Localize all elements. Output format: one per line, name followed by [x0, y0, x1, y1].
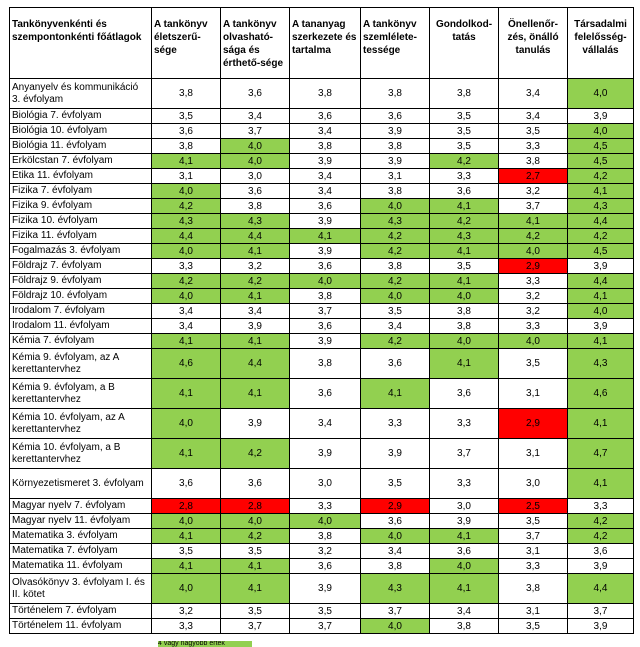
value-cell: 2,5	[499, 499, 568, 514]
value-cell: 3,8	[361, 139, 430, 154]
row-label: Kémia 10. évfolyam, az A kerettantervhez	[10, 409, 152, 439]
value-cell: 3,9	[290, 334, 361, 349]
value-cell: 4,0	[568, 304, 634, 319]
row-label: Fizika 7. évfolyam	[10, 184, 152, 199]
value-cell: 3,6	[290, 319, 361, 334]
table-row	[10, 604, 634, 619]
value-cell: 4,6	[568, 379, 634, 409]
value-cell: 4,4	[152, 229, 221, 244]
value-cell: 3,0	[430, 499, 499, 514]
value-cell: 4,3	[221, 214, 290, 229]
value-cell: 4,1	[568, 469, 634, 499]
value-cell: 3,6	[361, 349, 430, 379]
value-cell: 4,2	[152, 199, 221, 214]
value-cell: 3,1	[152, 169, 221, 184]
value-cell: 4,0	[430, 559, 499, 574]
value-cell: 4,2	[568, 529, 634, 544]
value-cell: 3,9	[361, 154, 430, 169]
value-cell: 3,5	[361, 304, 430, 319]
value-cell: 3,7	[568, 604, 634, 619]
row-label: Biológia 11. évfolyam	[10, 139, 152, 154]
value-cell: 4,0	[152, 184, 221, 199]
row-label: Földrajz 10. évfolyam	[10, 289, 152, 304]
value-cell: 3,7	[499, 199, 568, 214]
value-cell: 4,1	[430, 274, 499, 289]
table-row	[10, 259, 634, 274]
row-label: Földrajz 9. évfolyam	[10, 274, 152, 289]
value-cell: 4,0	[221, 139, 290, 154]
value-cell: 4,1	[430, 244, 499, 259]
value-cell: 3,4	[152, 304, 221, 319]
value-cell: 3,6	[430, 184, 499, 199]
row-label: Olvasókönyv 3. évfolyam I. és II. kötet	[10, 574, 152, 604]
value-cell: 4,5	[568, 154, 634, 169]
value-cell: 4,2	[568, 169, 634, 184]
value-cell: 3,8	[499, 574, 568, 604]
value-cell: 4,0	[568, 124, 634, 139]
value-cell: 4,0	[430, 334, 499, 349]
value-cell: 3,8	[290, 289, 361, 304]
value-cell: 4,3	[430, 229, 499, 244]
value-cell: 4,2	[499, 229, 568, 244]
value-cell: 3,8	[499, 154, 568, 169]
row-label: Környezetismeret 3. évfolyam	[10, 469, 152, 499]
value-cell: 2,9	[499, 409, 568, 439]
value-cell: 3,3	[152, 259, 221, 274]
header-szerkezet: A tananyag szerkezete és tartalma	[290, 8, 361, 79]
value-cell: 3,4	[499, 79, 568, 109]
row-label: Biológia 10. évfolyam	[10, 124, 152, 139]
value-cell: 3,4	[290, 124, 361, 139]
value-cell: 3,9	[290, 244, 361, 259]
table-row	[10, 109, 634, 124]
row-label: Fizika 9. évfolyam	[10, 199, 152, 214]
value-cell: 4,1	[568, 334, 634, 349]
value-cell: 3,5	[430, 124, 499, 139]
value-cell: 3,9	[221, 319, 290, 334]
table-row	[10, 559, 634, 574]
value-cell: 4,1	[221, 289, 290, 304]
value-cell: 3,9	[430, 514, 499, 529]
value-cell: 3,7	[361, 604, 430, 619]
value-cell: 3,5	[290, 604, 361, 619]
value-cell: 4,2	[361, 274, 430, 289]
value-cell: 4,0	[221, 514, 290, 529]
value-cell: 3,9	[568, 109, 634, 124]
row-label: Magyar nyelv 11. évfolyam	[10, 514, 152, 529]
value-cell: 3,9	[568, 319, 634, 334]
row-label: Kémia 9. évfolyam, a B kerettantervhez	[10, 379, 152, 409]
value-cell: 3,8	[430, 304, 499, 319]
value-cell: 4,6	[152, 349, 221, 379]
header-onellenorzes: Önellenőr-zés, önálló tanulás	[499, 8, 568, 79]
value-cell: 2,8	[221, 499, 290, 514]
table-row	[10, 409, 634, 439]
table-body	[10, 79, 634, 634]
value-cell: 4,0	[152, 289, 221, 304]
value-cell: 4,1	[152, 379, 221, 409]
table-row	[10, 289, 634, 304]
table-row	[10, 349, 634, 379]
table-row	[10, 319, 634, 334]
header-eletszeruseg: A tankönyv életszerű-sége	[152, 8, 221, 79]
value-cell: 3,8	[152, 79, 221, 109]
value-cell: 3,8	[290, 139, 361, 154]
value-cell: 3,3	[430, 469, 499, 499]
table-row	[10, 574, 634, 604]
value-cell: 3,3	[361, 409, 430, 439]
value-cell: 3,5	[152, 109, 221, 124]
value-cell: 3,7	[430, 439, 499, 469]
value-cell: 4,1	[221, 379, 290, 409]
value-cell: 3,3	[568, 499, 634, 514]
value-cell: 4,4	[568, 214, 634, 229]
value-cell: 4,1	[152, 154, 221, 169]
value-cell: 3,4	[290, 184, 361, 199]
value-cell: 3,8	[430, 79, 499, 109]
value-cell: 3,3	[499, 319, 568, 334]
table-row	[10, 199, 634, 214]
value-cell: 3,8	[430, 319, 499, 334]
value-cell: 4,0	[361, 619, 430, 634]
value-cell: 3,6	[221, 469, 290, 499]
value-cell: 3,7	[499, 529, 568, 544]
value-cell: 3,7	[221, 619, 290, 634]
value-cell: 3,6	[152, 124, 221, 139]
value-cell: 4,0	[290, 514, 361, 529]
value-cell: 4,1	[568, 409, 634, 439]
value-cell: 3,8	[290, 79, 361, 109]
header-tarsadalmi: Társadalmi felelősség-vállalás	[568, 8, 634, 79]
value-cell: 4,2	[430, 154, 499, 169]
value-cell: 2,8	[152, 499, 221, 514]
row-label: Biológia 7. évfolyam	[10, 109, 152, 124]
table-row	[10, 79, 634, 109]
value-cell: 4,3	[568, 199, 634, 214]
value-cell: 4,2	[221, 439, 290, 469]
value-cell: 3,8	[430, 619, 499, 634]
value-cell: 3,5	[499, 619, 568, 634]
value-cell: 3,0	[290, 469, 361, 499]
value-cell: 3,6	[290, 379, 361, 409]
value-cell: 4,2	[361, 229, 430, 244]
table-row	[10, 529, 634, 544]
table-row	[10, 169, 634, 184]
value-cell: 4,1	[361, 379, 430, 409]
row-label: Anyanyelv és kommunikáció 3. évfolyam	[10, 79, 152, 109]
value-cell: 3,5	[499, 124, 568, 139]
table-row	[10, 439, 634, 469]
value-cell: 4,4	[221, 349, 290, 379]
value-cell: 3,6	[290, 259, 361, 274]
table-row	[10, 619, 634, 634]
header-gondolkodtatas: Gondolkod-tatás	[430, 8, 499, 79]
value-cell: 3,5	[430, 259, 499, 274]
value-cell: 3,3	[152, 619, 221, 634]
table-row	[10, 124, 634, 139]
value-cell: 4,1	[290, 229, 361, 244]
value-cell: 3,9	[290, 154, 361, 169]
value-cell: 4,2	[430, 214, 499, 229]
value-cell: 3,9	[290, 214, 361, 229]
value-cell: 4,1	[152, 334, 221, 349]
row-label: Matematika 11. évfolyam	[10, 559, 152, 574]
value-cell: 3,1	[499, 379, 568, 409]
value-cell: 3,3	[430, 409, 499, 439]
value-cell: 4,0	[499, 244, 568, 259]
value-cell: 4,0	[152, 244, 221, 259]
value-cell: 3,4	[499, 109, 568, 124]
value-cell: 3,2	[152, 604, 221, 619]
value-cell: 4,1	[152, 439, 221, 469]
value-cell: 3,2	[221, 259, 290, 274]
value-cell: 3,4	[430, 604, 499, 619]
value-cell: 4,2	[361, 334, 430, 349]
value-cell: 3,2	[290, 544, 361, 559]
value-cell: 4,0	[152, 574, 221, 604]
value-cell: 2,7	[499, 169, 568, 184]
value-cell: 3,5	[499, 514, 568, 529]
value-cell: 3,8	[361, 559, 430, 574]
table-row	[10, 244, 634, 259]
table-row	[10, 154, 634, 169]
row-label: Fogalmazás 3. évfolyam	[10, 244, 152, 259]
value-cell: 3,8	[221, 199, 290, 214]
value-cell: 3,4	[290, 409, 361, 439]
value-cell: 3,0	[221, 169, 290, 184]
header-olvashatosag: A tankönyv olvasható-sága és érthető-sége	[221, 8, 290, 79]
value-cell: 4,1	[221, 574, 290, 604]
value-cell: 3,5	[361, 469, 430, 499]
value-cell: 4,2	[221, 274, 290, 289]
value-cell: 3,6	[290, 109, 361, 124]
row-label: Irodalom 11. évfolyam	[10, 319, 152, 334]
value-cell: 3,1	[499, 544, 568, 559]
table-row	[10, 274, 634, 289]
table-row	[10, 334, 634, 349]
value-cell: 3,8	[361, 184, 430, 199]
header-row	[10, 8, 634, 79]
value-cell: 4,1	[221, 334, 290, 349]
value-cell: 3,6	[361, 109, 430, 124]
row-label: Fizika 11. évfolyam	[10, 229, 152, 244]
value-cell: 3,6	[361, 514, 430, 529]
value-cell: 3,8	[152, 139, 221, 154]
value-cell: 3,5	[430, 109, 499, 124]
value-cell: 3,8	[361, 79, 430, 109]
value-cell: 3,7	[290, 619, 361, 634]
value-cell: 4,1	[430, 349, 499, 379]
row-label: Erkölcstan 7. évfolyam	[10, 154, 152, 169]
value-cell: 3,8	[361, 259, 430, 274]
row-label: Kémia 7. évfolyam	[10, 334, 152, 349]
value-cell: 4,0	[152, 514, 221, 529]
value-cell: 2,9	[499, 259, 568, 274]
value-cell: 3,5	[221, 544, 290, 559]
value-cell: 3,0	[499, 469, 568, 499]
value-cell: 3,4	[221, 109, 290, 124]
value-cell: 3,3	[430, 169, 499, 184]
value-cell: 3,2	[499, 304, 568, 319]
row-label: Fizika 10. évfolyam	[10, 214, 152, 229]
value-cell: 3,4	[152, 319, 221, 334]
value-cell: 4,3	[152, 214, 221, 229]
value-cell: 3,3	[499, 139, 568, 154]
value-cell: 4,0	[361, 289, 430, 304]
table-row	[10, 229, 634, 244]
value-cell: 4,2	[568, 229, 634, 244]
value-cell: 3,5	[221, 604, 290, 619]
value-cell: 3,6	[568, 544, 634, 559]
row-label: Matematika 3. évfolyam	[10, 529, 152, 544]
value-cell: 3,4	[221, 304, 290, 319]
row-label: Történelem 7. évfolyam	[10, 604, 152, 619]
value-cell: 4,7	[568, 439, 634, 469]
value-cell: 4,0	[221, 154, 290, 169]
value-cell: 3,9	[290, 574, 361, 604]
table-row	[10, 304, 634, 319]
value-cell: 4,2	[152, 274, 221, 289]
value-cell: 4,4	[568, 274, 634, 289]
value-cell: 3,3	[499, 559, 568, 574]
value-cell: 3,1	[361, 169, 430, 184]
value-cell: 3,6	[221, 184, 290, 199]
value-cell: 3,2	[499, 184, 568, 199]
table-row	[10, 184, 634, 199]
value-cell: 3,6	[152, 469, 221, 499]
value-cell: 4,1	[430, 199, 499, 214]
value-cell: 3,6	[290, 559, 361, 574]
value-cell: 3,9	[290, 439, 361, 469]
value-cell: 4,0	[361, 199, 430, 214]
value-cell: 3,6	[430, 544, 499, 559]
row-label: Földrajz 7. évfolyam	[10, 259, 152, 274]
table-row	[10, 214, 634, 229]
value-cell: 3,7	[290, 304, 361, 319]
value-cell: 4,1	[430, 529, 499, 544]
value-cell: 4,0	[361, 529, 430, 544]
value-cell: 3,6	[290, 199, 361, 214]
value-cell: 4,1	[568, 289, 634, 304]
value-cell: 4,0	[568, 79, 634, 109]
value-cell: 4,1	[221, 559, 290, 574]
row-label: Kémia 10. évfolyam, a B kerettantervhez	[10, 439, 152, 469]
value-cell: 3,6	[221, 79, 290, 109]
row-label: Matematika 7. évfolyam	[10, 544, 152, 559]
table-row	[10, 469, 634, 499]
header-row-label: Tankönyvenkénti és szempontonkénti főátlagok	[10, 8, 152, 79]
row-label: Etika 11. évfolyam	[10, 169, 152, 184]
table-row	[10, 379, 634, 409]
value-cell: 3,4	[290, 169, 361, 184]
value-cell: 4,0	[290, 274, 361, 289]
value-cell: 4,5	[568, 244, 634, 259]
table-row	[10, 499, 634, 514]
value-cell: 4,1	[152, 559, 221, 574]
value-cell: 4,3	[361, 574, 430, 604]
value-cell: 3,9	[361, 124, 430, 139]
value-cell: 4,3	[361, 214, 430, 229]
value-cell: 3,6	[430, 379, 499, 409]
value-cell: 3,9	[221, 409, 290, 439]
value-cell: 3,1	[499, 604, 568, 619]
row-label: Irodalom 7. évfolyam	[10, 304, 152, 319]
value-cell: 2,9	[361, 499, 430, 514]
value-cell: 3,3	[290, 499, 361, 514]
value-cell: 4,2	[568, 514, 634, 529]
value-cell: 4,2	[221, 529, 290, 544]
value-cell: 4,1	[430, 574, 499, 604]
row-label: Történelem 11. évfolyam	[10, 619, 152, 634]
value-cell: 3,5	[152, 544, 221, 559]
value-cell: 4,4	[568, 574, 634, 604]
table-row	[10, 514, 634, 529]
header-szemleletesseg: A tankönyv szemlélete-tessége	[361, 8, 430, 79]
value-cell: 3,5	[499, 349, 568, 379]
value-cell: 4,5	[568, 139, 634, 154]
table-row	[10, 139, 634, 154]
value-cell: 3,8	[290, 349, 361, 379]
averages-table	[9, 7, 634, 634]
value-cell: 4,2	[361, 244, 430, 259]
value-cell: 4,1	[499, 214, 568, 229]
value-cell: 3,9	[361, 439, 430, 469]
value-cell: 3,5	[430, 139, 499, 154]
row-label: Kémia 9. évfolyam, az A kerettantervhez	[10, 349, 152, 379]
value-cell: 3,3	[499, 274, 568, 289]
value-cell: 3,4	[361, 319, 430, 334]
value-cell: 3,7	[221, 124, 290, 139]
value-cell: 4,0	[152, 409, 221, 439]
value-cell: 4,4	[221, 229, 290, 244]
value-cell: 4,0	[499, 334, 568, 349]
value-cell: 3,1	[499, 439, 568, 469]
value-cell: 3,9	[568, 559, 634, 574]
value-cell: 4,3	[568, 349, 634, 379]
value-cell: 4,0	[430, 289, 499, 304]
value-cell: 4,1	[221, 244, 290, 259]
value-cell: 3,4	[361, 544, 430, 559]
value-cell: 3,8	[290, 529, 361, 544]
table-row	[10, 544, 634, 559]
value-cell: 3,9	[568, 259, 634, 274]
legend-green: 4 vagy nagyobb érték	[158, 641, 252, 647]
value-cell: 3,2	[499, 289, 568, 304]
value-cell: 4,1	[152, 529, 221, 544]
value-cell: 4,1	[568, 184, 634, 199]
row-label: Magyar nyelv 7. évfolyam	[10, 499, 152, 514]
value-cell: 3,9	[568, 619, 634, 634]
